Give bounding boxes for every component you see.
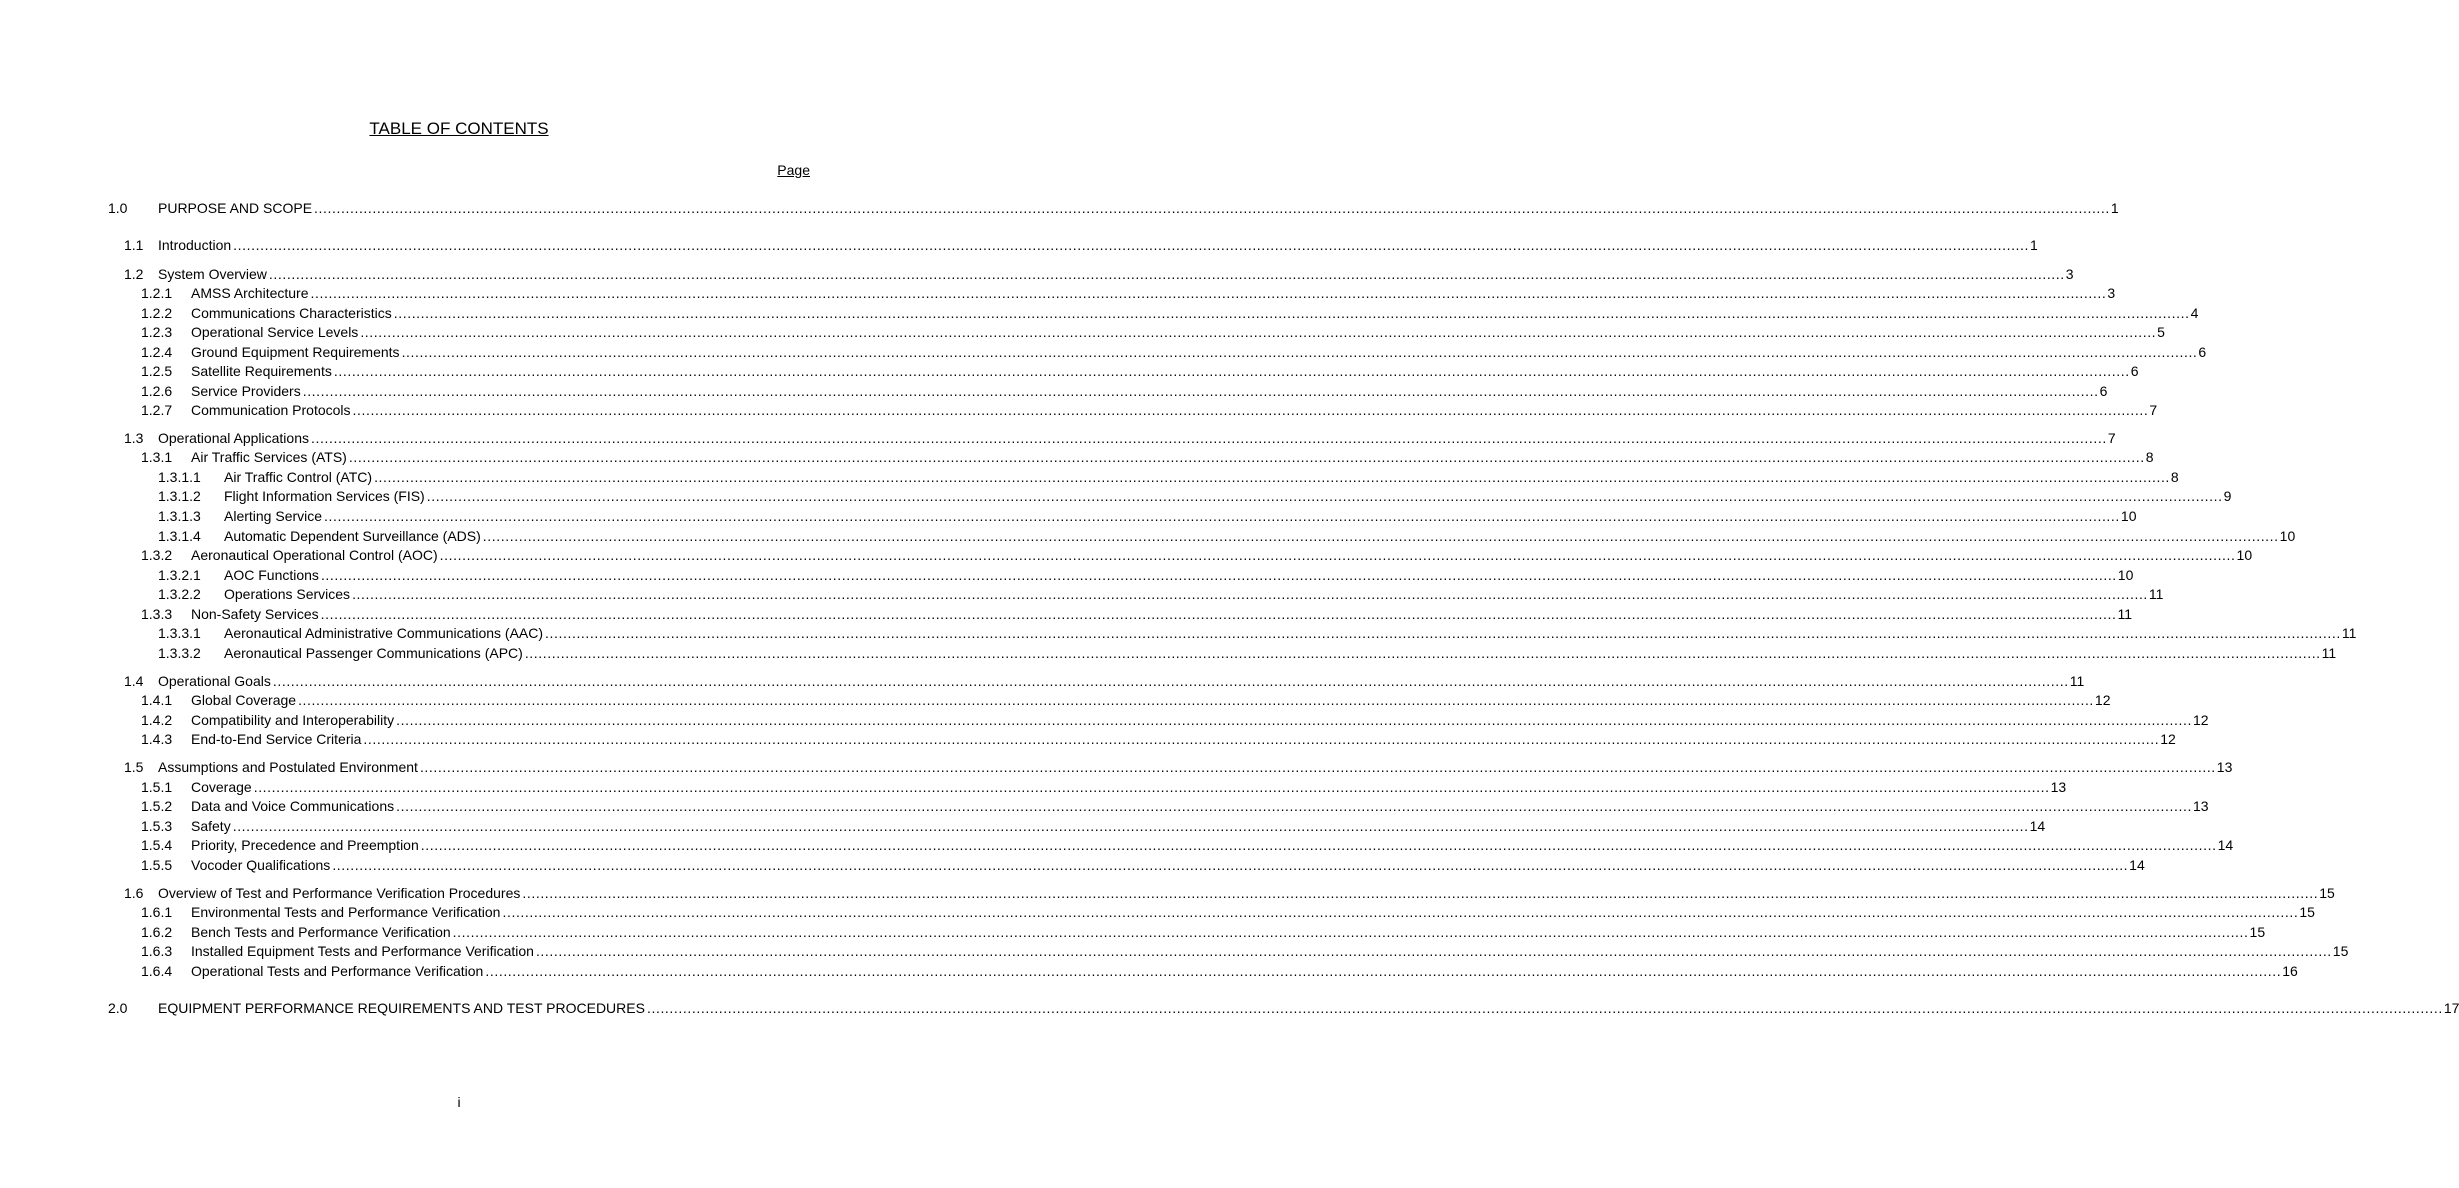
toc-entry-page: 13 [2216,759,2233,775]
toc-entry [158,644,2337,663]
dot-leader: ................................................................................................................................................................................................................................................................................................................................................................................................................ [324,508,2120,524]
toc-entry-page: 11 [2148,586,2164,602]
dot-leader: ................................................................................................................................................................................................................................................................................................................................................................................................................ [302,383,2099,399]
dot-leader: ................................................................................................................................................................................................................................................................................................................................................................................................................ [396,712,2192,728]
toc-entry-title: Operational Service Levels [191,324,359,340]
toc-entry [158,585,2164,604]
toc-entry-title: AMSS Architecture [191,285,309,301]
toc-entry-number: 1.3.1 [141,449,173,465]
dot-leader: ................................................................................................................................................................................................................................................................................................................................................................................................................ [272,673,2069,689]
toc-entry-page: 3 [2107,285,2116,301]
dot-leader: ................................................................................................................................................................................................................................................................................................................................................................................................................ [439,547,2236,563]
toc-entry-title: Operations Services [224,586,351,602]
dot-leader: ................................................................................................................................................................................................................................................................................................................................................................................................................ [232,818,2029,834]
toc-entry-title: Flight Information Services (FIS) [224,488,425,504]
toc-entry-number: 1.3.2.1 [158,567,201,583]
toc-entry [124,672,2085,691]
toc-entry-title: Bench Tests and Performance Verification [191,924,451,940]
toc-entry-page: 15 [2249,924,2266,940]
toc-entry [141,942,2349,961]
toc-entry-title: Operational Tests and Performance Verification [191,963,484,979]
toc-entry-page: 7 [2107,430,2116,446]
toc-entry [141,778,2067,797]
toc-entry [141,836,2234,855]
toc-entry-page: 11 [2069,673,2085,689]
dot-leader: ................................................................................................................................................................................................................................................................................................................................................................................................................ [298,692,2094,708]
dot-leader: ................................................................................................................................................................................................................................................................................................................................................................................................................ [374,469,2170,485]
toc-entry [124,884,2335,903]
toc-entry-number: 1.3.1.4 [158,528,201,544]
toc-entry-title: Coverage [191,779,252,795]
toc-entry-number: 1.3 [124,430,144,446]
toc-entry [141,605,2133,624]
toc-entry-title: Environmental Tests and Performance Verification [191,904,501,920]
toc-entry-page: 1 [2030,237,2038,253]
toc-entry-page: 12 [2160,731,2176,747]
dot-leader: ................................................................................................................................................................................................................................................................................................................................................................................................................ [545,625,2341,641]
toc-entry [141,304,2199,323]
toc-entry [158,624,2357,643]
toc-entry-number: 1.4.1 [141,692,173,708]
toc-entry-page: 16 [2282,963,2298,979]
dot-leader: ................................................................................................................................................................................................................................................................................................................................................................................................................ [333,363,2130,379]
dot-leader: ................................................................................................................................................................................................................................................................................................................................................................................................................ [502,904,2299,920]
dot-leader: ................................................................................................................................................................................................................................................................................................................................................................................................................ [348,449,2145,465]
toc-entry-page: 11 [2341,625,2357,641]
toc-entry-page: 11 [2321,645,2337,661]
toc-entry-title: Non-Safety Services [191,606,319,622]
toc-entry-title: Satellite Requirements [191,363,332,379]
toc-entry-number: 2.0 [108,1000,128,1016]
page-footer-number: i [457,1094,461,1110]
dot-leader: ................................................................................................................................................................................................................................................................................................................................................................................................................ [310,285,2107,301]
dot-leader: ................................................................................................................................................................................................................................................................................................................................................................................................................ [535,943,2332,959]
toc-entry-number: 1.3.1.3 [158,508,201,524]
toc-entry-number: 1.5.5 [141,857,173,873]
toc-entry-number: 1.5.3 [141,818,173,834]
toc-entry-number: 1.3.3.2 [158,645,201,661]
toc-entry-title: Compatibility and Interoperability [191,712,395,728]
toc-entry-title: Air Traffic Services (ATS) [191,449,347,465]
toc-entry-title: Data and Voice Communications [191,798,395,814]
toc-entry [141,546,2253,565]
toc-entry-title: Aeronautical Operational Control (AOC) [191,547,438,563]
dot-leader: ................................................................................................................................................................................................................................................................................................................................................................................................................ [426,488,2223,504]
toc-entry-page: 6 [2198,344,2207,360]
dot-leader: ................................................................................................................................................................................................................................................................................................................................................................................................................ [363,731,2160,747]
dot-leader: ................................................................................................................................................................................................................................................................................................................................................................................................................ [311,430,2107,446]
toc-entry [108,199,2119,218]
toc-entry-number: 1.6.2 [141,924,173,940]
toc-entry-page: 17 [2443,1000,2459,1016]
dot-leader: ................................................................................................................................................................................................................................................................................................................................................................................................................ [233,237,2030,253]
toc-entry-title: Overview of Test and Performance Verification Procedures [158,885,521,901]
toc-entry-number: 1.0 [108,200,128,216]
toc-entry [141,856,2145,875]
toc-entry-page: 10 [2236,547,2253,563]
toc-entry [141,284,2116,303]
toc-entry-title: EQUIPMENT PERFORMANCE REQUIREMENTS AND TEST PROCEDURES [158,1000,645,1016]
toc-entry-title: Introduction [158,237,232,253]
dot-leader: ................................................................................................................................................................................................................................................................................................................................................................................................................ [314,200,2110,216]
dot-leader: ................................................................................................................................................................................................................................................................................................................................................................................................................ [320,606,2117,622]
toc-entry [158,487,2232,506]
toc-entry-number: 1.6.1 [141,904,173,920]
toc-entry-page: 10 [2117,567,2134,583]
toc-entry-number: 1.2.6 [141,383,173,399]
toc-entry-page: 14 [2129,857,2145,873]
toc-entry [141,362,2139,381]
toc-entry-title: System Overview [158,266,267,282]
toc-entry-number: 1.2.4 [141,344,173,360]
dot-leader: ................................................................................................................................................................................................................................................................................................................................................................................................................ [524,645,2321,661]
toc-entry-title: Communication Protocols [191,402,351,418]
toc-entry-title: Operational Goals [158,673,271,689]
toc-entry [158,468,2179,487]
toc-entry-page: 13 [2192,798,2209,814]
toc-entry-page: 9 [2223,488,2232,504]
toc-entry-title: Service Providers [191,383,301,399]
toc-entry [124,429,2116,448]
toc-entry-number: 1.4 [124,673,144,689]
toc-entry-title: Priority, Precedence and Preemption [191,837,419,853]
toc-entry-page: 8 [2145,449,2154,465]
toc-entry-number: 1.6.4 [141,963,173,979]
toc-entry-number: 1.2 [124,266,144,282]
toc-entry-page: 10 [2120,508,2137,524]
toc-entry-title: Ground Equipment Requirements [191,344,400,360]
toc-entry [124,236,2038,255]
toc-entry [141,401,2158,420]
toc-entry [141,817,2046,836]
toc-entry-number: 1.1 [124,237,144,253]
toc-entry [141,343,2207,362]
dot-leader: ................................................................................................................................................................................................................................................................................................................................................................................................................ [396,798,2192,814]
toc-entry-page: 8 [2170,469,2179,485]
toc-entry-title: Global Coverage [191,692,297,708]
toc-entry [158,566,2134,585]
dot-leader: ................................................................................................................................................................................................................................................................................................................................................................................................................ [646,1000,2443,1016]
toc-entry-page: 12 [2094,692,2111,708]
toc-entry [158,527,2296,546]
toc-entry-number: 1.5 [124,759,144,775]
toc-entry-number: 1.5.4 [141,837,173,853]
toc-entry-number: 1.3.2 [141,547,173,563]
toc-entry-title: Assumptions and Postulated Environment [158,759,418,775]
toc-entry-page: 12 [2192,712,2209,728]
dot-leader: ................................................................................................................................................................................................................................................................................................................................................................................................................ [419,759,2216,775]
dot-leader: ................................................................................................................................................................................................................................................................................................................................................................................................................ [485,963,2282,979]
toc-entry [141,903,2315,922]
toc-entry-number: 1.3.3.1 [158,625,201,641]
dot-leader: ................................................................................................................................................................................................................................................................................................................................................................................................................ [332,857,2129,873]
toc-entry-title: End-to-End Service Criteria [191,731,362,747]
toc-entry-number: 1.3.1.2 [158,488,201,504]
toc-entry-number: 1.3.3 [141,606,173,622]
dot-leader: ................................................................................................................................................................................................................................................................................................................................................................................................................ [401,344,2198,360]
toc-entry [141,962,2298,981]
toc-entry-number: 1.3.2.2 [158,586,201,602]
toc-entry-number: 1.6 [124,885,144,901]
toc-entry-page: 5 [2157,324,2165,340]
toc-entry [141,691,2111,710]
toc-entry-number: 1.2.1 [141,285,173,301]
toc-entry-number: 1.2.3 [141,324,173,340]
toc-entry [108,999,2459,1018]
toc-entry-page: 7 [2149,402,2158,418]
toc-entry-number: 1.4.2 [141,712,173,728]
dot-leader: ................................................................................................................................................................................................................................................................................................................................................................................................................ [320,567,2117,583]
toc-entry-number: 1.5.1 [141,779,173,795]
toc-entry-title: Aeronautical Administrative Communications (AAC) [224,625,544,641]
dot-leader: ................................................................................................................................................................................................................................................................................................................................................................................................................ [352,586,2148,602]
toc-entry [141,382,2108,401]
toc-entry [124,265,2074,284]
toc-entry-page: 14 [2217,837,2234,853]
toc-entry-page: 6 [2130,363,2139,379]
toc-entry-title: Safety [191,818,231,834]
dot-leader: ................................................................................................................................................................................................................................................................................................................................................................................................................ [393,305,2190,321]
toc-entry-title: AOC Functions [224,567,319,583]
toc-entry-number: 1.2.2 [141,305,173,321]
toc-entry [141,323,2165,342]
document-title: TABLE OF CONTENTS [369,119,549,138]
toc-entry-title: Operational Applications [158,430,309,446]
toc-entry-number: 1.4.3 [141,731,173,747]
toc-entry-title: Air Traffic Control (ATC) [224,469,373,485]
toc-entry-title: Communications Characteristics [191,305,392,321]
toc-entry-number: 1.6.3 [141,943,173,959]
dot-leader: ................................................................................................................................................................................................................................................................................................................................................................................................................ [352,402,2149,418]
toc-entry-page: 15 [2319,885,2335,901]
toc-entry [141,448,2154,467]
toc-entry [141,923,2266,942]
toc-entry-page: 1 [2110,200,2119,216]
toc-entry-title: Automatic Dependent Surveillance (ADS) [224,528,481,544]
toc-entry-number: 1.5.2 [141,798,173,814]
toc-entry-page: 15 [2299,904,2315,920]
page-column-header: Page [777,162,810,178]
toc-entry-page: 11 [2117,606,2133,622]
toc-entry-title: Installed Equipment Tests and Performance Verification [191,943,534,959]
toc-entry-number: 1.3.1.1 [158,469,201,485]
toc-entry-page: 15 [2332,943,2349,959]
toc-entry [141,797,2209,816]
dot-leader: ................................................................................................................................................................................................................................................................................................................................................................................................................ [253,779,2050,795]
toc-entry-number: 1.2.7 [141,402,173,418]
toc-entry [124,758,2233,777]
toc-entry [158,507,2137,526]
dot-leader: ................................................................................................................................................................................................................................................................................................................................................................................................................ [420,837,2217,853]
toc-entry-page: 3 [2065,266,2074,282]
dot-leader: ................................................................................................................................................................................................................................................................................................................................................................................................................ [482,528,2279,544]
toc-entry-title: Aeronautical Passenger Communications (APC) [224,645,523,661]
toc-entry-page: 4 [2190,305,2199,321]
dot-leader: ................................................................................................................................................................................................................................................................................................................................................................................................................ [268,266,2065,282]
dot-leader: ................................................................................................................................................................................................................................................................................................................................................................................................................ [360,324,2157,340]
dot-leader: ................................................................................................................................................................................................................................................................................................................................................................................................................ [452,924,2249,940]
toc-entry-title: Vocoder Qualifications [191,857,331,873]
toc-entry-page: 6 [2099,383,2108,399]
toc-entry [141,711,2209,730]
toc-entry-title: Alerting Service [224,508,323,524]
toc-entry-page: 13 [2050,779,2067,795]
dot-leader: ................................................................................................................................................................................................................................................................................................................................................................................................................ [522,885,2319,901]
toc-entry-page: 10 [2279,528,2296,544]
toc-entry-number: 1.2.5 [141,363,173,379]
toc-entry-title: PURPOSE AND SCOPE [158,200,313,216]
toc-entry-page: 14 [2029,818,2046,834]
toc-entry [141,730,2176,749]
